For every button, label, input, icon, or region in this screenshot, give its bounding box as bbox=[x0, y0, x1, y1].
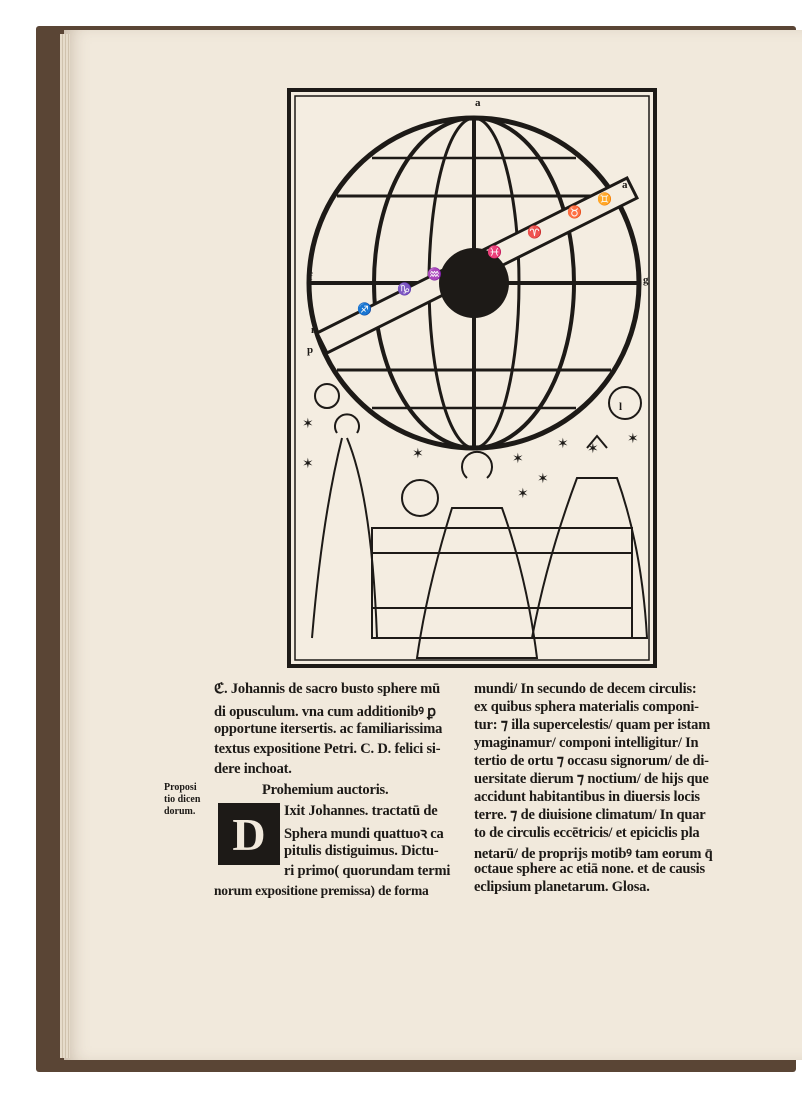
text-line: netarū/ de proprijs motibꝰ tam eorum q̄ bbox=[474, 846, 713, 862]
woodcut-label: p bbox=[307, 344, 314, 356]
text-line: accidunt habitantibus in diuersis locis bbox=[474, 789, 700, 805]
zodiac-sign: ♐ bbox=[357, 302, 372, 316]
woodcut-label: g bbox=[643, 274, 649, 286]
svg-text:✶: ✶ bbox=[587, 442, 599, 457]
zodiac-sign: ♊ bbox=[597, 192, 612, 206]
text-line: ℭ. Johannis de sacro busto sphere mū bbox=[214, 681, 441, 697]
margin-note-line: Proposi bbox=[164, 782, 197, 793]
woodcut-label: n bbox=[311, 324, 318, 336]
zodiac-sign: ♒ bbox=[427, 267, 442, 281]
svg-text:✶: ✶ bbox=[412, 447, 424, 462]
zodiac-sign: ♑ bbox=[397, 282, 412, 296]
text-line: tertio de ortu ⁊ occasu signorum/ de di- bbox=[474, 753, 709, 769]
woodcut-label: f bbox=[309, 271, 313, 283]
text-line: terre. ⁊ de diuisione climatum/ In quar bbox=[474, 807, 706, 823]
text-line: mundi/ In secundo de decem circulis: bbox=[474, 681, 697, 697]
text-line: di opusculum. vna cum additionibꝰ ꝑ bbox=[214, 704, 436, 720]
svg-text:✶: ✶ bbox=[627, 432, 639, 447]
armillary-sphere-woodcut bbox=[287, 88, 657, 668]
svg-text:✶: ✶ bbox=[537, 472, 549, 487]
svg-text:✶: ✶ bbox=[557, 437, 569, 452]
woodcut-label: a bbox=[475, 97, 481, 109]
text-line: opportune itersertis. ac familiarissima bbox=[214, 721, 443, 737]
svg-text:✶: ✶ bbox=[302, 457, 314, 472]
woodcut-label: a bbox=[622, 179, 628, 191]
svg-text:✶: ✶ bbox=[512, 452, 524, 467]
page-edges bbox=[60, 34, 70, 1058]
text-line: eclipsium planetarum. Glosa. bbox=[474, 879, 650, 895]
margin-note-line: tio dicen bbox=[164, 794, 201, 805]
zodiac-sign: ♉ bbox=[567, 205, 582, 219]
text-line: dere inchoat. bbox=[214, 761, 292, 777]
text-line: norum expositione premissa) de forma bbox=[214, 883, 429, 898]
text-line: ymaginamur/ componi intelligitur/ In bbox=[474, 735, 699, 751]
margin-note-line: dorum. bbox=[164, 806, 196, 817]
text-line: pitulis distiguimus. Dictu- bbox=[284, 843, 439, 859]
text-line: Sphera mundi quattuoꝛ ca bbox=[284, 826, 444, 842]
text-line: textus expositione Petri. C. D. felici si- bbox=[214, 741, 441, 757]
text-line: ri primo( quorundam termi bbox=[284, 863, 451, 879]
text-line: ex quibus sphera materialis componi- bbox=[474, 699, 699, 715]
woodcut-label: l bbox=[619, 401, 623, 413]
text-line: octaue sphere ac etiā none. et de causis bbox=[474, 861, 705, 877]
zodiac-sign: ♓ bbox=[487, 245, 502, 259]
section-heading: Prohemium auctoris. bbox=[262, 782, 389, 798]
text-line: to de circulis eccētricis/ et epiciclis pla bbox=[474, 825, 700, 841]
text-line: Ixit Johannes. tractatū de bbox=[284, 803, 438, 819]
text-line: uersitate dierum ⁊ noctium/ de hijs que bbox=[474, 771, 709, 787]
svg-text:✶: ✶ bbox=[302, 417, 314, 432]
text-line: tur: ⁊ illa supercelestis/ quam per istam bbox=[474, 717, 711, 733]
zodiac-sign: ♈ bbox=[527, 225, 542, 239]
drop-cap: D bbox=[218, 803, 280, 865]
svg-text:✶: ✶ bbox=[517, 487, 529, 502]
